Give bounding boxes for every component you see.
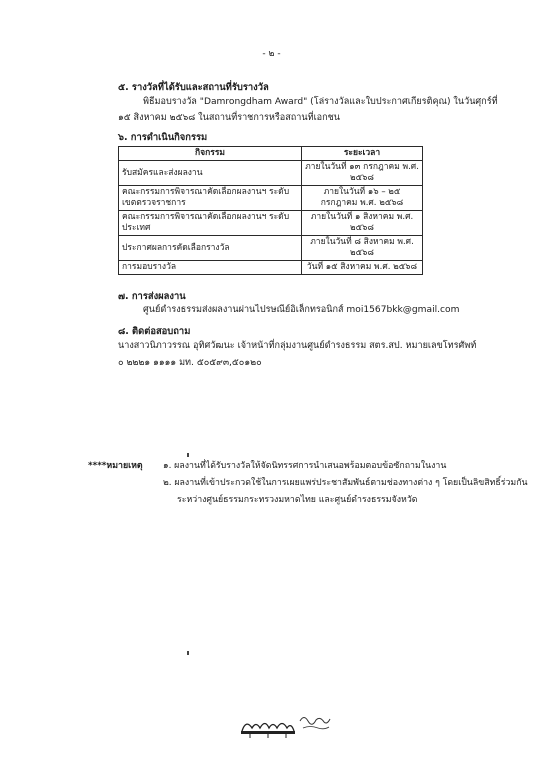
- remarks-label: ****หมายเหตุ: [88, 461, 143, 471]
- section5-line1: พิธีมอบรางวัล "Damrongdham Award" (โล่รางวัลและใบประกาศเกียรติคุณ) ในวันศุกร์ที่: [143, 97, 498, 107]
- remark-item-2-line2: ระหว่างศูนย์ธรรมกระทรวงมหาดไทย และศูนย์ดำรงธรรมจังหวัด: [177, 495, 418, 505]
- column-header-activity: กิจกรรม: [119, 147, 302, 161]
- period-cell: วันที่ ๑๕ สิงหาคม พ.ศ. ๒๕๖๘: [302, 261, 423, 275]
- section6-heading: ๖. การดำเนินกิจกรรม: [118, 132, 208, 143]
- remark-item-2-line1: ๒. ผลงานที่เข้าประกวดใช้ในการเผยแพร่ประชาสัมพันธ์ตามช่องทางต่าง ๆ โดยเป็นลิขสิทธิ์ร่วมกัน: [163, 478, 528, 488]
- scan-mark: [187, 651, 189, 655]
- section8-heading: ๘. ติดต่อสอบถาม: [118, 326, 191, 337]
- table-row: [119, 211, 423, 236]
- column-header-period: ระยะเวลา: [302, 147, 423, 161]
- table-header-row: [119, 147, 423, 161]
- section5-line2: ๑๕ สิงหาคม ๒๕๖๘ ในสถานที่ราชการหรือสถานที่เอกชน: [118, 113, 341, 123]
- signature-scribble-icon: [298, 713, 332, 733]
- section8-line2: ๐ ๒๒๒๑ ๑๑๑๑ มท. ๕๐๕๙๓,๕๐๑๒๐: [118, 358, 262, 368]
- activity-cell: ประกาศผลการคัดเลือกรางวัล: [119, 236, 302, 261]
- section5-heading: ๕. รางวัลที่ได้รับและสถานที่รับรางวัล: [118, 82, 269, 93]
- table-row: [119, 186, 423, 211]
- period-cell: ภายในวันที่ ๘ สิงหาคม พ.ศ. ๒๕๖๘: [302, 236, 423, 261]
- scan-mark: [187, 453, 189, 457]
- damrongdham-logo-icon: [238, 716, 298, 740]
- activity-cell: คณะกรรมการพิจารณาคัดเลือกผลงานฯ ระดับเขตตรวจราชการ: [119, 186, 302, 211]
- period-cell: ภายในวันที่ ๑๖ – ๒๕ กรกฎาคม พ.ศ. ๒๕๖๘: [302, 186, 423, 211]
- page-number: - ๒ -: [262, 49, 281, 59]
- activity-cell: รับสมัครและส่งผลงาน: [119, 161, 302, 186]
- activity-schedule-table: [118, 146, 423, 275]
- table-row: [119, 161, 423, 186]
- activity-cell: คณะกรรมการพิจารณาคัดเลือกผลงานฯ ระดับประเทศ: [119, 211, 302, 236]
- section7-heading: ๗. การส่งผลงาน: [118, 291, 186, 302]
- period-cell: ภายในวันที่ ๑๓ กรกฎาคม พ.ศ. ๒๕๖๘: [302, 161, 423, 186]
- period-cell: ภายในวันที่ ๑ สิงหาคม พ.ศ. ๒๕๖๘: [302, 211, 423, 236]
- initial-signature: [298, 713, 332, 737]
- section8-line1: นางสาวนิภาวรรณ อุทิศวัฒนะ เจ้าหน้าที่กลุ่มงานศูนย์ดำรงธรรม สตร.สป. หมายเลขโทรศัพท์: [118, 341, 477, 351]
- remark-item-1: ๑. ผลงานที่ได้รับรางวัลให้จัดนิทรรศการนำเสนอพร้อมตอบข้อซักถามในงาน: [163, 461, 447, 471]
- table-row: [119, 236, 423, 261]
- activity-cell: การมอบรางวัล: [119, 261, 302, 275]
- section7-body: ศูนย์ดำรงธรรมส่งผลงานผ่านไปรษณีย์อิเล็กทรอนิกส์ moi1567bkk@gmail.com: [143, 305, 460, 315]
- table-row: [119, 261, 423, 275]
- footer-logo: [238, 716, 298, 744]
